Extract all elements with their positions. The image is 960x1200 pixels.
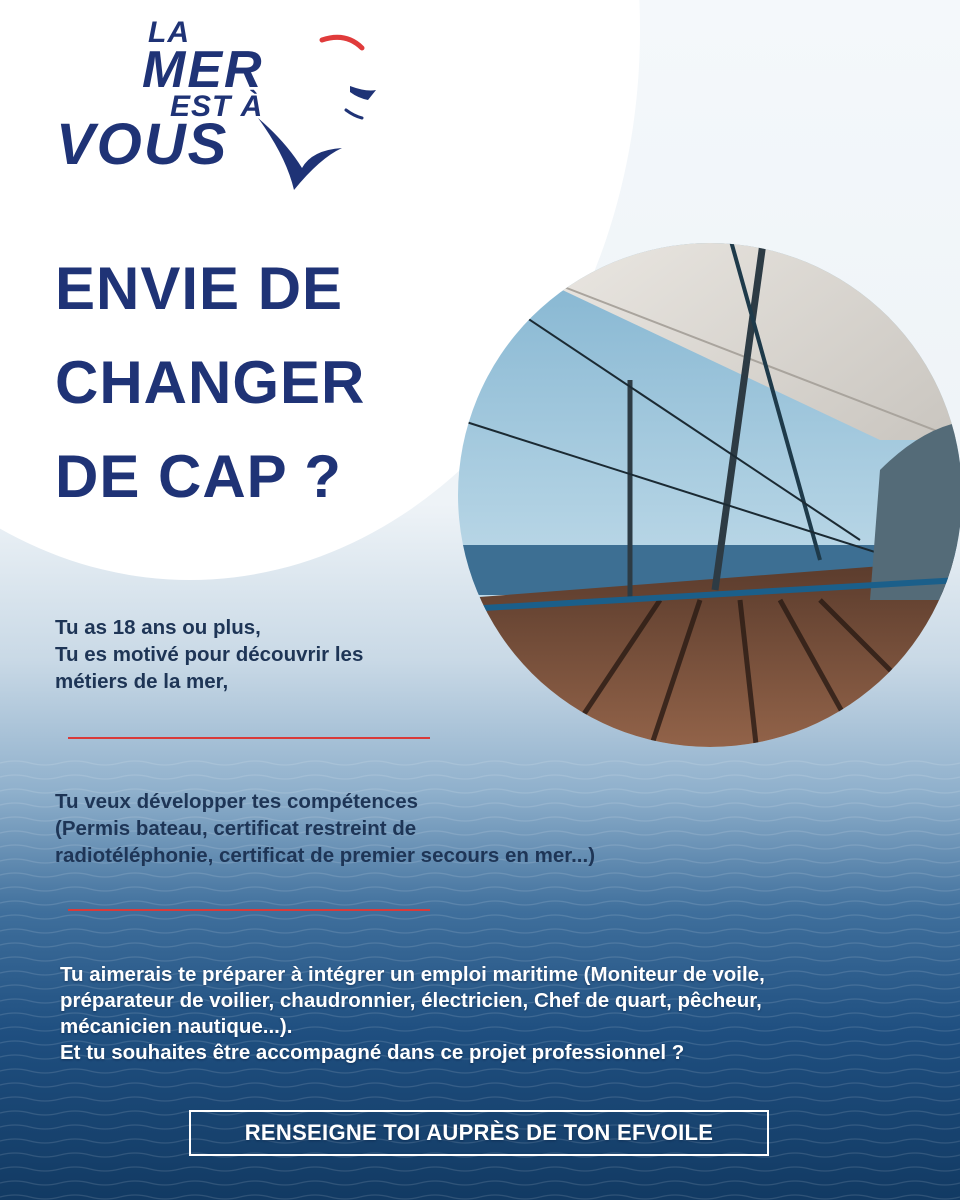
headline-line: ENVIE DE xyxy=(55,255,344,322)
headline xyxy=(55,242,365,524)
text-line: préparateur de voilier, chaudronnier, électricien, Chef de quart, pêcheur, xyxy=(60,989,762,1012)
text-line: radiotéléphonie, certificat de premier secours en mer...) xyxy=(55,844,596,867)
logo-word-est-a: EST À xyxy=(170,90,264,123)
text-line: Tu aimerais te préparer à intégrer un emploi maritime (Moniteur de voile, xyxy=(60,963,765,986)
headline-line: DE CAP ? xyxy=(55,443,342,510)
logo-word-vous: VOUS xyxy=(56,112,229,177)
headline-line: CHANGER xyxy=(55,349,366,416)
red-divider xyxy=(68,909,430,911)
text-line: Tu as 18 ans ou plus, xyxy=(55,616,261,639)
text-line: Tu veux développer tes compétences xyxy=(55,790,419,813)
age-motivation-text xyxy=(55,614,363,695)
text-line: Tu es motivé pour découvrir les xyxy=(55,643,364,666)
text-line: (Permis bateau, certificat restreint de xyxy=(55,817,417,840)
logo-word-la: LA xyxy=(148,16,190,49)
text-line: Et tu souhaites être accompagné dans ce projet professionnel ? xyxy=(60,1041,685,1064)
logo-word-mer: MER xyxy=(142,41,264,99)
la-mer-est-a-vous-logo xyxy=(50,18,390,198)
efvoile-info-button[interactable]: RENSEIGNE TOI AUPRÈS DE TON EFVOILE xyxy=(189,1110,769,1156)
text-line: métiers de la mer, xyxy=(55,670,229,693)
skills-text xyxy=(55,788,595,869)
text-line: mécanicien nautique...). xyxy=(60,1015,293,1038)
red-divider xyxy=(68,737,430,739)
maritime-jobs-text xyxy=(60,962,765,1066)
